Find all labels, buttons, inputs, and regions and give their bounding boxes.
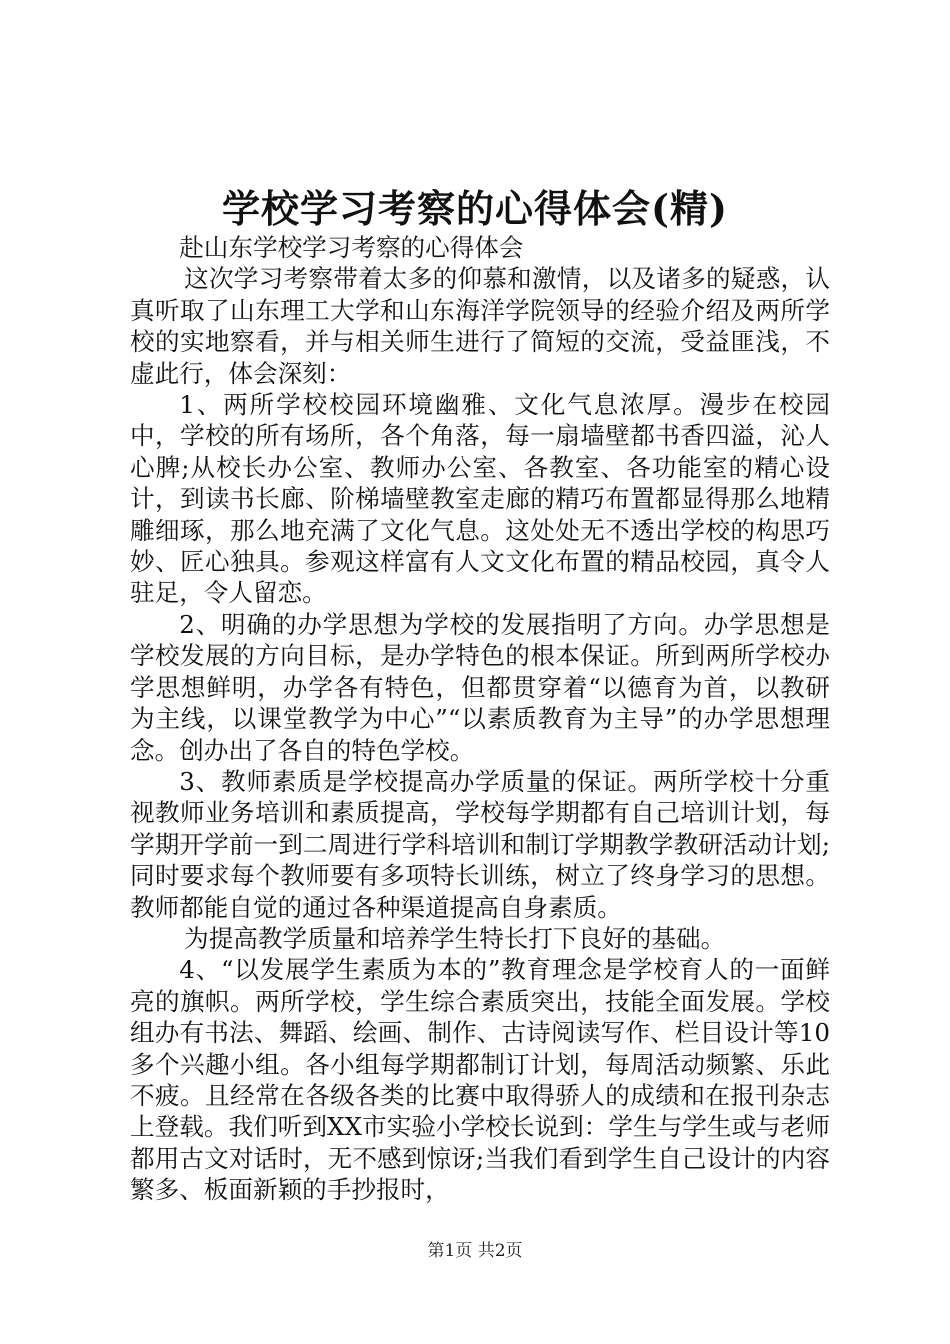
paragraph-intro: 这次学习考察带着太多的仰慕和激情，以及诸多的疑惑，认真听取了山东理工大学和山东海洋学院领导的经验介绍及两所学校的实地察看，并与相关师生进行了简短的交流，受益匪浅，不虚此行，体会深刻： — [130, 264, 830, 388]
document-body — [130, 232, 830, 1206]
document-title: 学校学习考察的心得体会(精) — [222, 186, 728, 231]
paragraph-point-1: 1、两所学校校园环境幽雅、文化气息浓厚。漫步在校园中，学校的所有场所，各个角落，每一扇墙壁都书香四溢，沁人心脾;从校长办公室、教师办公室、各教室、各功能室的精心设计，到读书长廊、阶梯墙壁教室走廊的精巧布置都显得那么地精雕细琢，那么地充满了文化气息。这处处无不透出学校的构思巧妙、匠心独具。参观这样富有人文文化布置的精品校园，真令人驻足，令人留恋。 — [130, 390, 830, 608]
paragraph-point-2: 2、明确的办学思想为学校的发展指明了方向。办学思想是学校发展的方向目标，是办学特色的根本保证。所到两所学校办学思想鲜明，办学各有特色，但都贯穿着“以德育为首，以教研为主线，以课堂教学为中心”“以素质教育为主导”的办学思想理念。创办出了各自的特色学校。 — [130, 609, 830, 765]
page-number-footer: 第1页 共2页 — [427, 1241, 523, 1261]
paragraph-point-4: 4、“以发展学生素质为本的”教育理念是学校育人的一面鲜亮的旗帜。两所学校，学生综合素质突出，技能全面发展。学校组办有书法、舞蹈、绘画、制作、古诗阅读写作、栏目设计等10多个兴趣小组。各小组每学期都制订计划，每周活动频繁、乐此不疲。且经常在各级各类的比赛中取得骄人的成绩和在报刊杂志上登载。我们听到XX市实验小学校长说到：学生与学生或与老师都用古文对话时，无不感到惊讶;当我们看到学生自己设计的内容繁多、板面新颖的手抄报时， — [130, 955, 830, 1205]
document-subtitle: 赴山东学校学习考察的心得体会 — [179, 233, 524, 262]
paragraph-point-3-continued: 为提高教学质量和培养学生特长打下良好的基础。 — [184, 923, 726, 953]
paragraph-point-3: 3、教师素质是学校提高办学质量的保证。两所学校十分重视教师业务培训和素质提高，学校每学期都有自己培训计划，每学期开学前一到二周进行学科培训和制订学期教学教研活动计划;同时要求每个教师要有多项特长训练，树立了终身学习的思想。教师都能自觉的通过各种渠道提高自身素质。 — [130, 766, 830, 922]
